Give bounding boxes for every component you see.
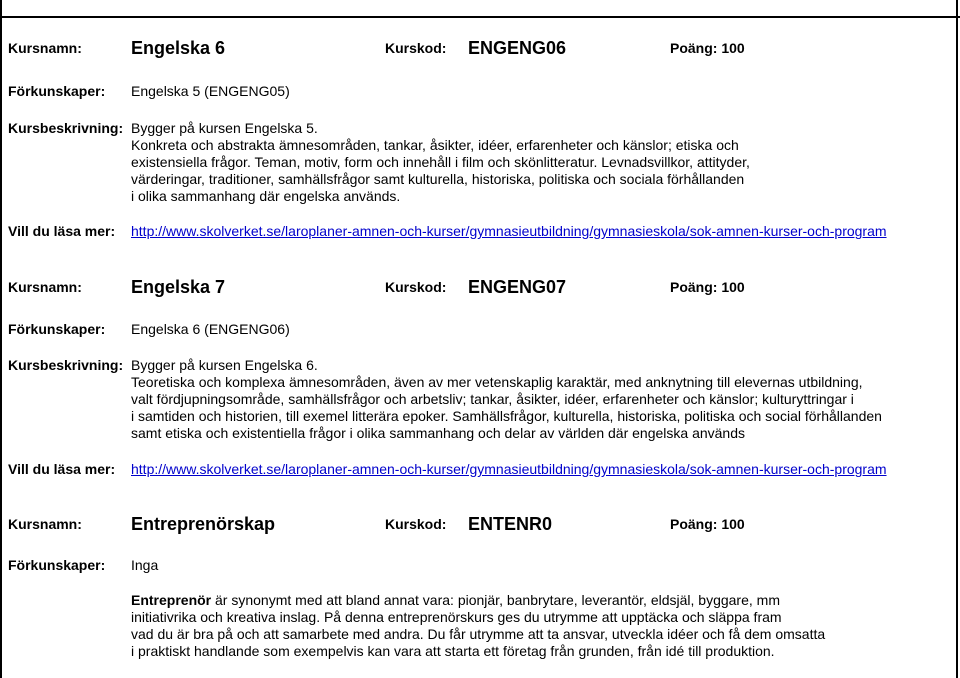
- description-line: vad du är bra på och att samarbete med andra. Du får utrymme att ta ansvar, utveckla idéer och få dem omsatta: [131, 626, 826, 642]
- description-line: [131, 592, 931, 609]
- read-more-link[interactable]: http://www.skolverket.se/laroplaner-amnen-och-kurser/gymnasieutbildning/gymnasieskola/sok-amnen-kurser-och-program: [131, 223, 887, 239]
- description: [131, 592, 931, 660]
- description: [131, 357, 931, 442]
- description-line: Bygger på kursen Engelska 6.: [131, 357, 318, 373]
- description-line: värderingar, traditioner, samhällsfrågor samt kulturella, historiska, politiska och sociala förhållanden: [131, 171, 745, 187]
- course-points: Poäng: 100: [670, 516, 745, 532]
- course-code: ENTENR0: [468, 514, 553, 534]
- description-line: Teoretiska och komplexa ämnesområden, även av mer vetenskaplig karaktär, med anknytning till elevernas utbildning,: [131, 374, 863, 390]
- left-border: [0, 16, 2, 678]
- description-line: samt etiska och existentiella frågor i olika sammanhang och delar av världen där engelska används: [131, 425, 746, 441]
- description-label: Kursbeskrivning:: [8, 120, 124, 136]
- right-corner-tick: [956, 0, 958, 16]
- prereq-value: Engelska 6 (ENGENG06): [131, 321, 290, 337]
- left-corner-tick: [0, 0, 2, 16]
- description-line: Konkreta och abstrakta ämnesområden, tankar, åsikter, idéer, erfarenheter och känslor; etiska och: [131, 137, 739, 153]
- description-line: Bygger på kursen Engelska 5.: [131, 120, 318, 136]
- course-code-label: Kurskod:: [385, 516, 447, 532]
- course-name-label: Kursnamn:: [8, 40, 82, 56]
- description-line: i praktiskt handlande som exempelvis kan vara att starta ett företag från grunden, från idé till produktion.: [131, 643, 775, 659]
- prereq-value: Engelska 5 (ENGENG05): [131, 83, 290, 99]
- read-more-label: Vill du läsa mer:: [8, 223, 116, 239]
- description-line: initiativrika och kreativa inslag. På denna entreprenörskurs ges du utrymme att upptäcka och släppa fram: [131, 609, 782, 625]
- prereq-value: Inga: [131, 557, 159, 573]
- description-line: valt fördjupningsområde, samhällsfrågor och arbetsliv; tankar, åsikter, idéer, erfarenheter och känslor; kulturyttringar i: [131, 391, 854, 407]
- description-label: Kursbeskrivning:: [8, 357, 124, 373]
- prereq-label: Förkunskaper:: [8, 557, 106, 573]
- right-border: [956, 16, 958, 678]
- course-name: Entreprenörskap: [131, 514, 276, 534]
- top-border: [0, 16, 960, 18]
- course-code-label: Kurskod:: [385, 279, 447, 295]
- description-first-rest: är synonymt med att bland annat vara: pionjär, banbrytare, leverantör, eldsjäl, byggare, mm: [211, 592, 780, 608]
- course-code: ENGENG07: [468, 277, 567, 297]
- course-name-label: Kursnamn:: [8, 279, 82, 295]
- description-line: i olika sammanhang där engelska används.: [131, 188, 401, 204]
- course-name-label: Kursnamn:: [8, 516, 82, 532]
- course-code-label: Kurskod:: [385, 40, 447, 56]
- description-keyword: Entreprenör: [131, 592, 212, 608]
- description-line: existensiella frågor. Teman, motiv, form och innehåll i film och skönlitteratur. Levnadsvillkor, attityder,: [131, 154, 750, 170]
- course-name: Engelska 7: [131, 277, 226, 297]
- read-more-label: Vill du läsa mer:: [8, 461, 116, 477]
- read-more-link[interactable]: http://www.skolverket.se/laroplaner-amnen-och-kurser/gymnasieutbildning/gymnasieskola/sok-amnen-kurser-och-program: [131, 461, 887, 477]
- prereq-label: Förkunskaper:: [8, 83, 106, 99]
- description-line: i samtiden och historien, till exemel litterära epoker. Samhällsfrågor, kulturella, historiska, politiska och social förhållanden: [131, 408, 882, 424]
- course-code: ENGENG06: [468, 38, 567, 58]
- description: [131, 120, 931, 205]
- course-name: Engelska 6: [131, 38, 226, 58]
- course-points: Poäng: 100: [670, 40, 745, 56]
- course-points: Poäng: 100: [670, 279, 745, 295]
- prereq-label: Förkunskaper:: [8, 321, 106, 337]
